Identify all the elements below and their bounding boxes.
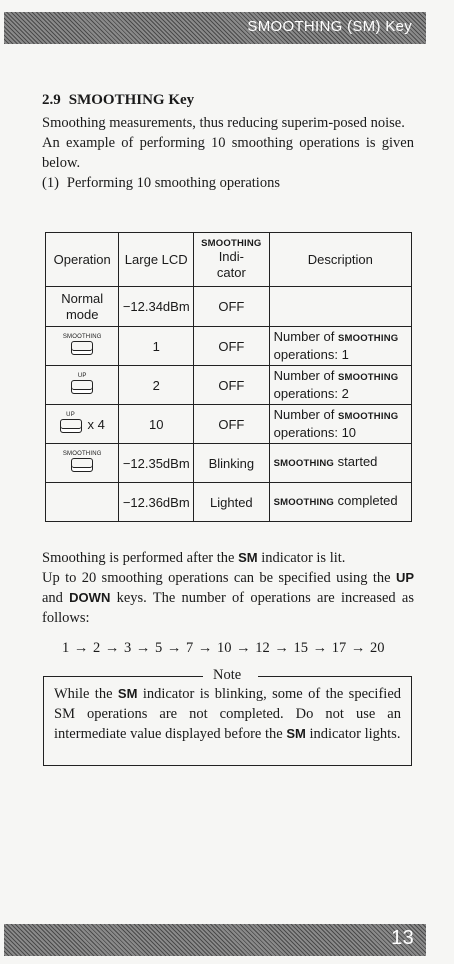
header-indicator-top: SMOOTHING	[201, 238, 262, 249]
row-indicator: OFF	[194, 366, 270, 405]
row-lcd: −12.35dBm	[119, 444, 194, 483]
row-indicator: OFF	[194, 405, 270, 444]
table-row	[46, 366, 412, 405]
header-indicator-rest: Indi- cator	[216, 249, 246, 280]
row-description: SMOOTHING started	[269, 444, 411, 483]
key-icon	[71, 458, 93, 472]
up-key	[71, 373, 93, 397]
row-description: Number of SMOOTHING operations: 1	[269, 327, 411, 366]
operations-table	[45, 232, 412, 522]
section-title: SMOOTHING Key	[68, 92, 195, 108]
key-multiplier: x 4	[87, 416, 105, 432]
body-line-2: Up to 20 smoothing operations can be specified using the UP and DOWN keys. The number of operations are increased as follows:	[42, 570, 414, 626]
page-number: 13	[391, 927, 414, 949]
key-label: UP	[77, 373, 87, 379]
row-description: Number of SMOOTHING operations: 10	[269, 405, 411, 444]
table-row	[46, 405, 412, 444]
row-lcd: 2	[119, 366, 194, 405]
table-row	[46, 483, 412, 522]
table-row	[46, 327, 412, 366]
row-description: Number of SMOOTHING operations: 2	[269, 366, 411, 405]
key-label: SMOOTHING	[62, 451, 102, 457]
table-header-row	[46, 233, 412, 287]
row-description	[269, 287, 411, 327]
header-operation: Operation	[46, 233, 119, 287]
table-row	[46, 287, 412, 327]
key-label: SMOOTHING	[62, 334, 102, 340]
subsection-title: Performing 10 smoothing operations	[66, 175, 280, 191]
header-large-lcd: Large LCD	[119, 233, 194, 287]
row-operation	[46, 366, 119, 405]
row-operation	[46, 483, 119, 522]
key-icon	[60, 419, 82, 433]
row-description: SMOOTHING completed	[269, 483, 411, 522]
footer-bar	[4, 924, 426, 956]
row-operation	[46, 327, 119, 366]
row-operation	[46, 444, 119, 483]
key-label: UP	[66, 412, 75, 418]
header-title: SMOOTHING (SM) Key	[247, 18, 412, 35]
header-bar	[4, 12, 426, 44]
operation-sequence: 1 → 2 → 3 → 5 → 7 → 10 → 12 → 15 → 17 → 20	[62, 640, 385, 656]
row-operation	[46, 405, 119, 444]
row-indicator: OFF	[194, 327, 270, 366]
body-line-1: Smoothing is performed after the SM indicator is lit.	[42, 550, 346, 566]
note-text: While the SM indicator is blinking, some of the specified SM operations are not completed. Do not use an intermediate value displayed before the SM indicator lights.	[54, 686, 402, 742]
row-operation: Normal mode	[46, 287, 119, 327]
row-indicator: Blinking	[194, 444, 270, 483]
section-intro	[42, 92, 414, 193]
subsection-number: (1)	[42, 175, 59, 191]
row-lcd: 1	[119, 327, 194, 366]
note-box	[43, 676, 412, 766]
header-description: Description	[269, 233, 411, 287]
smoothing-key	[63, 334, 102, 358]
smoothing-key	[63, 451, 102, 475]
row-indicator: Lighted	[194, 483, 270, 522]
subsection-heading	[42, 173, 414, 193]
table-row	[46, 444, 412, 483]
intro-paragraph-2: An example of performing 10 smoothing operations is given below.	[42, 135, 414, 171]
section-number: 2.9	[42, 92, 61, 108]
header-indicator	[194, 233, 270, 287]
row-lcd: −12.34dBm	[119, 287, 194, 327]
section-heading	[42, 92, 414, 109]
note-label: Note	[213, 667, 242, 683]
body-text	[42, 548, 414, 628]
key-icon	[71, 341, 93, 355]
row-lcd: −12.36dBm	[119, 483, 194, 522]
intro-paragraph-1: Smoothing measurements, thus reducing superim-posed noise.	[42, 115, 405, 131]
key-icon	[71, 380, 93, 394]
row-indicator: OFF	[194, 287, 270, 327]
row-lcd: 10	[119, 405, 194, 444]
up-key	[60, 412, 82, 436]
